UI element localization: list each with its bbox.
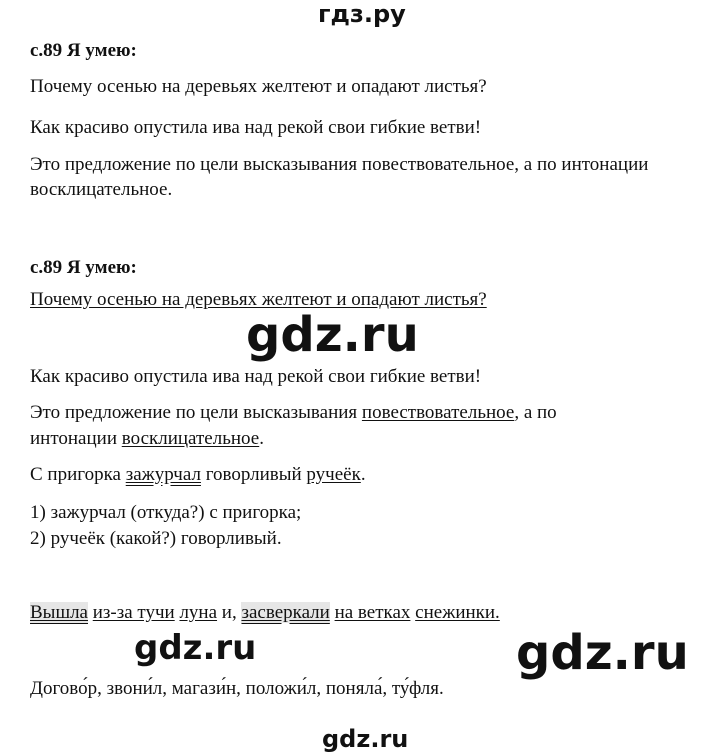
- subject-word: снежинки.: [415, 602, 500, 623]
- section2-stress-line: Догово́р, звони́л, магази́н, положи́л, поняла́, ту́фля.: [30, 678, 444, 699]
- section1-line2: Как красиво опустила ива над рекой свои гибкие ветви!: [30, 117, 482, 138]
- text-span: .: [360, 464, 366, 485]
- underlined-word: повествовательное: [361, 402, 515, 423]
- section2-item1: 1) зажурчал (откуда?) с пригорка;: [30, 502, 302, 523]
- watermark-bottom: gdz.ru: [322, 725, 409, 753]
- subject-word: луна: [179, 602, 218, 623]
- predicate-word: зажурчал: [125, 464, 201, 485]
- section2-line2: Как красиво опустила ива над рекой свои гибкие ветви!: [30, 366, 482, 387]
- underlined-word: восклицательное: [121, 428, 260, 449]
- section2-line3a: [30, 401, 557, 425]
- adverbial-phrase: из-за тучи: [92, 602, 175, 623]
- watermark-top: гдз.ру: [318, 0, 406, 28]
- section2-line3b: [30, 427, 264, 451]
- text-span: говорливый: [200, 464, 307, 485]
- section1-line1: Почему осенью на деревьях желтеют и опадают листья?: [30, 76, 487, 97]
- watermark-left: gdz.ru: [134, 628, 257, 668]
- predicate-word: Вышла: [30, 602, 88, 623]
- text-span: .: [259, 428, 264, 449]
- text-span: С пригорка: [30, 464, 126, 485]
- section2-heading: с.89 Я умею:: [30, 257, 137, 278]
- section1-line3b: восклицательное.: [30, 179, 173, 200]
- watermark-right: gdz.ru: [516, 625, 689, 681]
- text-span: , а по: [514, 402, 557, 423]
- section2-sentence: [30, 601, 500, 625]
- adverbial-phrase: на ветках: [334, 602, 411, 623]
- text-span: Это предложение по цели высказывания: [30, 402, 362, 423]
- section1-heading: с.89 Я умею:: [30, 40, 137, 61]
- section1-line3a: Это предложение по цели высказывания повествовательное, а по интонации: [30, 154, 649, 175]
- section2-item2: 2) ручеёк (какой?) говорливый.: [30, 528, 282, 549]
- subject-word: ручеёк: [306, 464, 361, 485]
- watermark-center: gdz.ru: [246, 307, 419, 363]
- section2-line1: Почему осенью на деревьях желтеют и опадают листья?: [30, 289, 487, 310]
- section2-line4: [30, 463, 366, 487]
- text-span: и,: [217, 602, 242, 623]
- predicate-word: засверкали: [241, 602, 330, 623]
- text-span: интонации: [30, 428, 122, 449]
